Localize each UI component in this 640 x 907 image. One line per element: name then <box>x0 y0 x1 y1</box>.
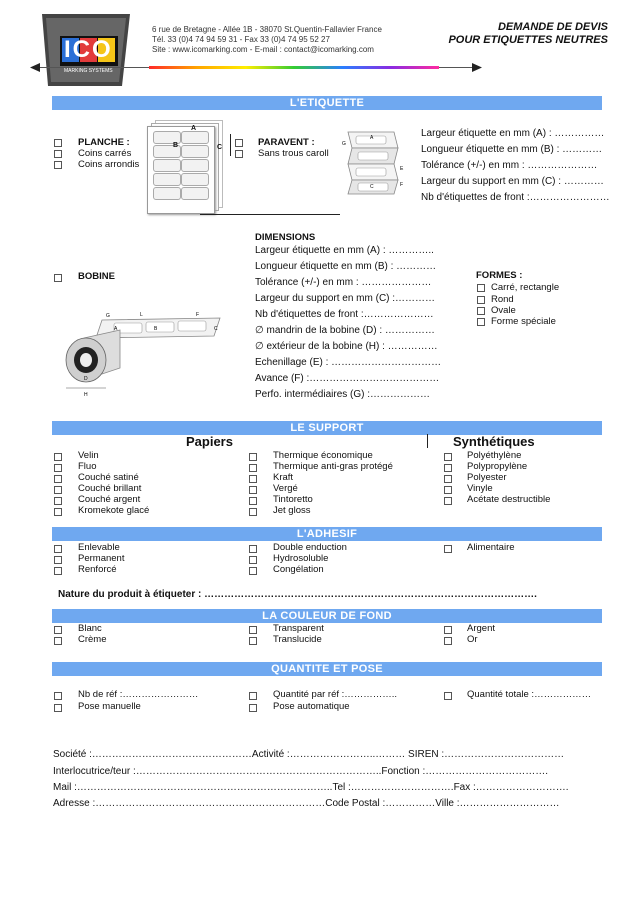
support-thermique-eco-checkbox[interactable] <box>249 453 257 461</box>
support-couche-brillant-checkbox[interactable] <box>54 486 62 494</box>
bobine-field-avance[interactable]: Avance (F) :………………………………… <box>255 373 440 384</box>
support-fluo-checkbox[interactable] <box>54 464 62 472</box>
contact-line-mail[interactable]: Mail :…………………………………………………………………..Tel :………………………….Fax :………………………. <box>53 782 569 793</box>
forme-rond-label: Rond <box>491 294 514 305</box>
contact-line-societe[interactable]: Société :…………………………………………Activité :……………………..……… SIREN :……………………………… <box>53 749 565 760</box>
adhesif-enlevable-label: Enlevable <box>78 542 120 553</box>
svg-text:A: A <box>114 326 118 332</box>
adhesif-hydrosoluble-label: Hydrosoluble <box>273 553 329 564</box>
support-polyethylene-checkbox[interactable] <box>444 453 452 461</box>
adhesif-double-enduction-label: Double enduction <box>273 542 347 553</box>
title-line-2: POUR ETIQUETTES NEUTRES <box>448 34 608 46</box>
adhesif-renforce-label: Renforcé <box>78 564 117 575</box>
pose-automatique-label: Pose automatique <box>273 701 350 712</box>
support-verge-checkbox[interactable] <box>249 486 257 494</box>
svg-text:G: G <box>106 313 110 319</box>
field-largeur-a[interactable]: Largeur étiquette en mm (A) : …………… <box>421 128 605 139</box>
section-band-quantite: QUANTITE ET POSE <box>52 662 602 676</box>
forme-carre-checkbox[interactable] <box>477 284 485 292</box>
field-tolerance[interactable]: Tolérance (+/-) en mm : ………………… <box>421 160 598 171</box>
adhesif-double-enduction-checkbox[interactable] <box>249 545 257 553</box>
pose-manuelle-label: Pose manuelle <box>78 701 141 712</box>
support-tintoretto-checkbox[interactable] <box>249 497 257 505</box>
support-thermique-antigras-checkbox[interactable] <box>249 464 257 472</box>
svg-text:D: D <box>84 376 88 382</box>
support-jet-gloss-checkbox[interactable] <box>249 508 257 516</box>
support-polyethylene-label: Polyéthylène <box>467 450 522 461</box>
section-band-etiquette: L'ETIQUETTE <box>52 96 602 110</box>
company-address: 6 rue de Bretagne - Allée 1B - 38070 St.Quentin-Fallavier France <box>152 25 382 34</box>
support-couche-satine-label: Couché satiné <box>78 472 139 483</box>
pose-manuelle-checkbox[interactable] <box>54 704 62 712</box>
adhesif-congelation-checkbox[interactable] <box>249 567 257 575</box>
paravent-title: PARAVENT : <box>258 137 315 148</box>
coins-arrondis-label: Coins arrondis <box>78 159 140 170</box>
support-kraft-label: Kraft <box>273 472 294 483</box>
couleur-or-label: Or <box>467 634 478 645</box>
sans-trous-checkbox[interactable] <box>235 150 243 158</box>
adhesif-hydrosoluble-checkbox[interactable] <box>249 556 257 564</box>
adhesif-alimentaire-checkbox[interactable] <box>444 545 452 553</box>
support-velin-label: Velin <box>78 450 99 461</box>
company-phone: Tél. 33 (0)4 74 94 59 31 - Fax 33 (0)4 74 95 52 27 <box>152 35 330 44</box>
pose-automatique-checkbox[interactable] <box>249 704 257 712</box>
field-longueur-b[interactable]: Longueur étiquette en mm (B) : ………… <box>421 144 603 155</box>
section-band-couleur: LA COULEUR DE FOND <box>52 609 602 623</box>
svg-text:B: B <box>154 326 158 332</box>
support-couche-argent-label: Couché argent <box>78 494 141 505</box>
couleur-translucide-label: Translucide <box>273 634 322 645</box>
planche-checkbox[interactable] <box>54 139 62 147</box>
couleur-blanc-checkbox[interactable] <box>54 626 62 634</box>
couleur-creme-checkbox[interactable] <box>54 637 62 645</box>
adhesif-permanent-checkbox[interactable] <box>54 556 62 564</box>
svg-text:L: L <box>140 312 143 318</box>
adhesif-renforce-checkbox[interactable] <box>54 567 62 575</box>
forme-carre-label: Carré, rectangle <box>491 282 560 293</box>
contact-line-adresse[interactable]: Adresse :……………………………………………………………Code Postal :……………Ville :………………………… <box>53 798 560 809</box>
adhesif-permanent-label: Permanent <box>78 553 125 564</box>
svg-text:H: H <box>84 392 88 398</box>
title-line-1: DEMANDE DE DEVIS <box>497 21 608 33</box>
adhesif-alimentaire-label: Alimentaire <box>467 542 515 553</box>
couleur-argent-label: Argent <box>467 623 495 634</box>
bobine-title: BOBINE <box>78 271 115 282</box>
support-polypropylene-label: Polypropylène <box>467 461 528 472</box>
support-couche-argent-checkbox[interactable] <box>54 497 62 505</box>
bobine-field-largeur-a[interactable]: Largeur étiquette en mm (A) : ………….. <box>255 245 434 256</box>
adhesif-congelation-label: Congélation <box>273 564 324 575</box>
quantite-totale-field[interactable]: Quantité totale :……………… <box>467 689 592 700</box>
coins-arrondis-checkbox[interactable] <box>54 161 62 169</box>
planche-title: PLANCHE : <box>78 137 130 148</box>
support-thermique-antigras-label: Thermique anti-gras protégé <box>273 461 393 472</box>
logo <box>42 14 130 86</box>
paravent-illustration <box>340 128 408 198</box>
nb-ref-field[interactable]: Nb de réf :…………………… <box>78 689 199 700</box>
forme-ovale-label: Ovale <box>491 305 516 316</box>
support-acetate-label: Acétate destructible <box>467 494 551 505</box>
support-polyester-checkbox[interactable] <box>444 475 452 483</box>
forme-ovale-checkbox[interactable] <box>477 307 485 315</box>
bobine-field-perfo[interactable]: Perfo. intermédiaires (G) :……………… <box>255 389 431 400</box>
support-couche-brillant-label: Couché brillant <box>78 483 142 494</box>
nb-ref-checkbox[interactable] <box>54 692 62 700</box>
support-kraft-checkbox[interactable] <box>249 475 257 483</box>
bobine-field-mandrin[interactable]: ∅ mandrin de la bobine (D) : …………… <box>255 325 435 336</box>
section-band-support: LE SUPPORT <box>52 421 602 435</box>
forme-speciale-checkbox[interactable] <box>477 318 485 326</box>
field-nb-front[interactable]: Nb d'étiquettes de front :…………………… <box>421 192 610 203</box>
support-polyester-label: Polyester <box>467 472 507 483</box>
quantite-par-ref-field[interactable]: Quantité par réf :…………….. <box>273 689 398 700</box>
separator <box>200 214 340 215</box>
svg-text:A: A <box>370 135 374 141</box>
couleur-blanc-label: Blanc <box>78 623 102 634</box>
support-tintoretto-label: Tintoretto <box>273 494 313 505</box>
support-fluo-label: Fluo <box>78 461 97 472</box>
support-vinyle-label: Vinyle <box>467 483 493 494</box>
field-largeur-support[interactable]: Largeur du support en mm (C) : ………… <box>421 176 604 187</box>
couleur-transparent-checkbox[interactable] <box>249 626 257 634</box>
support-polypropylene-checkbox[interactable] <box>444 464 452 472</box>
couleur-transparent-label: Transparent <box>273 623 324 634</box>
support-acetate-checkbox[interactable] <box>444 497 452 505</box>
forme-speciale-label: Forme spéciale <box>491 316 556 327</box>
synthetiques-title: Synthétiques <box>453 434 535 449</box>
sans-trous-label: Sans trous caroll <box>258 148 329 159</box>
quantite-totale-checkbox[interactable] <box>444 692 452 700</box>
couleur-translucide-checkbox[interactable] <box>249 637 257 645</box>
header-rule <box>34 66 478 69</box>
couleur-argent-checkbox[interactable] <box>444 626 452 634</box>
coins-carres-checkbox[interactable] <box>54 150 62 158</box>
adhesif-enlevable-checkbox[interactable] <box>54 545 62 553</box>
svg-text:E: E <box>400 166 404 172</box>
support-kromekote-checkbox[interactable] <box>54 508 62 516</box>
nature-produit-field[interactable]: Nature du produit à étiqueter : ………………………………………………………………………………………. <box>58 589 537 600</box>
support-velin-checkbox[interactable] <box>54 453 62 461</box>
papiers-title: Papiers <box>186 434 233 449</box>
support-vinyle-checkbox[interactable] <box>444 486 452 494</box>
bobine-field-longueur-b[interactable]: Longueur étiquette en mm (B) : ………… <box>255 261 437 272</box>
company-site: Site : www.icomarking.com - E-mail : contact@icomarking.com <box>152 45 374 54</box>
divider <box>230 134 231 156</box>
bobine-field-echenillage[interactable]: Echenillage (E) : …………………………… <box>255 357 442 368</box>
svg-text:F: F <box>400 182 404 188</box>
dimensions-title: DIMENSIONS <box>255 232 316 243</box>
paravent-checkbox[interactable] <box>235 139 243 147</box>
svg-text:C: C <box>214 326 218 332</box>
support-thermique-eco-label: Thermique économique <box>273 450 373 461</box>
logo-text: ICO <box>64 36 113 63</box>
bobine-field-nb-front[interactable]: Nb d'étiquettes de front :………………… <box>255 309 434 320</box>
support-divider <box>427 434 428 448</box>
support-verge-label: Vergé <box>273 483 298 494</box>
svg-text:G: G <box>342 141 346 147</box>
bobine-checkbox[interactable] <box>54 274 62 282</box>
bobine-field-largeur-support[interactable]: Largeur du support en mm (C) :………… <box>255 293 436 304</box>
bobine-illustration <box>62 308 232 398</box>
couleur-creme-label: Crème <box>78 634 107 645</box>
svg-text:F: F <box>196 312 200 318</box>
support-kromekote-label: Kromekote glacé <box>78 505 150 516</box>
support-couche-satine-checkbox[interactable] <box>54 475 62 483</box>
logo-subtitle: MARKING SYSTEMS <box>64 68 113 74</box>
section-band-adhesif: L'ADHESIF <box>52 527 602 541</box>
quantite-par-ref-checkbox[interactable] <box>249 692 257 700</box>
bobine-field-tolerance[interactable]: Tolérance (+/-) en mm : ………………… <box>255 277 432 288</box>
svg-text:C: C <box>370 184 374 190</box>
planche-illustration: A B C <box>147 120 227 212</box>
formes-title: FORMES : <box>476 270 523 281</box>
contact-line-interlocuteur[interactable]: Interlocutrice/teur :………………………………………………………………..Fonction :………………………………. <box>53 766 549 777</box>
couleur-or-checkbox[interactable] <box>444 637 452 645</box>
document-title <box>448 21 608 47</box>
coins-carres-label: Coins carrés <box>78 148 132 159</box>
bobine-field-exterieur[interactable]: ∅ extérieur de la bobine (H) : …………… <box>255 341 438 352</box>
forme-rond-checkbox[interactable] <box>477 296 485 304</box>
support-jet-gloss-label: Jet gloss <box>273 505 311 516</box>
